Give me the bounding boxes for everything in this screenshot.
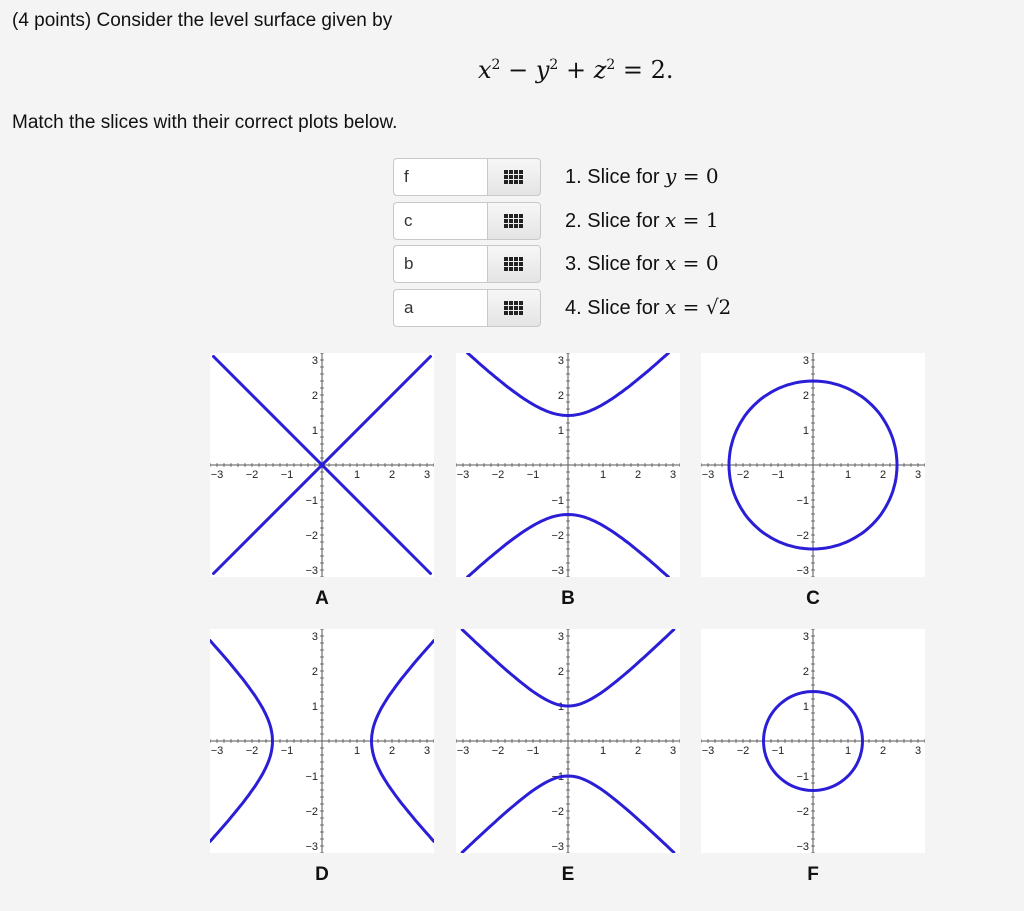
x-tick-label: −3 xyxy=(456,469,470,481)
x-tick-label: 3 xyxy=(423,745,431,757)
x-tick-label: −1 xyxy=(526,469,540,481)
plot-b xyxy=(456,353,680,577)
slice-label-2 xyxy=(565,208,719,233)
x-tick-label: −3 xyxy=(210,469,224,481)
plot-svg xyxy=(456,629,680,853)
plot-svg xyxy=(210,629,434,853)
answer-input-3[interactable] xyxy=(393,245,487,283)
plot-svg xyxy=(210,353,434,577)
x-tick-label: 2 xyxy=(388,745,396,757)
problem-intro: (4 points) Consider the level surface given by xyxy=(12,10,393,31)
x-tick-label: 1 xyxy=(844,745,852,757)
answer-grid-button-2[interactable] xyxy=(487,202,541,240)
x-tick-label: −2 xyxy=(736,745,750,757)
x-tick-label: 1 xyxy=(599,745,607,757)
answer-input-2[interactable] xyxy=(393,202,487,240)
x-tick-label: −1 xyxy=(771,469,785,481)
x-tick-label: 2 xyxy=(879,745,887,757)
plot-c xyxy=(701,353,925,577)
slice-equation: x = 1 xyxy=(665,208,719,232)
y-tick-label: −3 xyxy=(796,841,809,853)
slice-label-3 xyxy=(565,251,719,276)
x-tick-label: 2 xyxy=(634,745,642,757)
y-tick-label: −2 xyxy=(305,806,318,818)
slice-equation: x = 0 xyxy=(665,251,719,275)
x-tick-label: 1 xyxy=(844,469,852,481)
y-tick-label: −3 xyxy=(305,565,318,577)
y-tick-label: 2 xyxy=(557,390,564,402)
y-tick-label: −1 xyxy=(551,771,564,783)
slice-label-1 xyxy=(565,164,719,189)
x-tick-label: −2 xyxy=(736,469,750,481)
y-tick-label: −2 xyxy=(551,806,564,818)
x-tick-label: −1 xyxy=(526,745,540,757)
answer-row-2 xyxy=(393,202,553,242)
plot-f xyxy=(701,629,925,853)
answer-grid-button-1[interactable] xyxy=(487,158,541,196)
plot-label-f: F xyxy=(807,864,819,885)
x-tick-label: 3 xyxy=(669,469,677,481)
y-tick-label: 2 xyxy=(557,666,564,678)
plot-label-b: B xyxy=(561,588,575,609)
y-tick-label: 1 xyxy=(557,425,564,437)
x-tick-label: −2 xyxy=(491,469,505,481)
y-tick-label: 2 xyxy=(802,390,809,402)
y-tick-label: −1 xyxy=(796,495,809,507)
answer-row-1 xyxy=(393,158,553,198)
slice-equation: x = √2 xyxy=(665,295,732,319)
y-tick-label: 1 xyxy=(802,701,809,713)
x-tick-label: 3 xyxy=(914,745,922,757)
y-tick-label: −2 xyxy=(551,530,564,542)
answer-row-3 xyxy=(393,245,553,285)
x-tick-label: −2 xyxy=(491,745,505,757)
y-tick-label: 3 xyxy=(311,355,318,367)
y-tick-label: −1 xyxy=(305,495,318,507)
y-tick-label: 3 xyxy=(802,631,809,643)
x-tick-label: 1 xyxy=(353,745,361,757)
grid-icon xyxy=(504,257,524,271)
x-tick-label: −3 xyxy=(701,745,715,757)
x-tick-label: 1 xyxy=(599,469,607,481)
y-tick-label: −3 xyxy=(305,841,318,853)
plot-label-c: C xyxy=(806,588,820,609)
y-tick-label: −2 xyxy=(305,530,318,542)
y-tick-label: 1 xyxy=(311,425,318,437)
answer-grid-button-3[interactable] xyxy=(487,245,541,283)
equation: $x^2 - y^2 + z^2 = 2$. xyxy=(478,56,674,84)
y-tick-label: −1 xyxy=(305,771,318,783)
plot-e xyxy=(456,629,680,853)
y-tick-label: −3 xyxy=(551,841,564,853)
grid-icon xyxy=(504,170,524,184)
answer-input-4[interactable] xyxy=(393,289,487,327)
answer-grid-button-4[interactable] xyxy=(487,289,541,327)
slice-text: 2. Slice for xyxy=(565,210,666,232)
y-tick-label: 3 xyxy=(557,355,564,367)
x-tick-label: −1 xyxy=(280,745,294,757)
y-tick-label: −3 xyxy=(796,565,809,577)
y-tick-label: −2 xyxy=(796,806,809,818)
x-tick-label: −3 xyxy=(701,469,715,481)
x-tick-label: −1 xyxy=(280,469,294,481)
y-tick-label: −3 xyxy=(551,565,564,577)
x-tick-label: 3 xyxy=(669,745,677,757)
slice-label-4 xyxy=(565,295,731,320)
plot-label-e: E xyxy=(561,864,575,885)
x-tick-label: 2 xyxy=(634,469,642,481)
x-tick-label: −2 xyxy=(245,469,259,481)
x-tick-label: −3 xyxy=(456,745,470,757)
answer-row-4 xyxy=(393,289,553,329)
answer-input-1[interactable] xyxy=(393,158,487,196)
grid-icon xyxy=(504,214,524,228)
plot-svg xyxy=(701,353,925,577)
x-tick-label: −1 xyxy=(771,745,785,757)
plot-label-d: D xyxy=(315,864,329,885)
y-tick-label: −1 xyxy=(551,495,564,507)
y-tick-label: 1 xyxy=(557,701,564,713)
instruction: Match the slices with their correct plots below. xyxy=(12,112,398,133)
x-tick-label: 3 xyxy=(914,469,922,481)
plot-a xyxy=(210,353,434,577)
slice-text: 4. Slice for xyxy=(565,297,666,319)
y-tick-label: 2 xyxy=(311,390,318,402)
x-tick-label: 2 xyxy=(388,469,396,481)
y-tick-label: 2 xyxy=(802,666,809,678)
plot-svg xyxy=(456,353,680,577)
x-tick-label: 1 xyxy=(353,469,361,481)
y-tick-label: 1 xyxy=(311,701,318,713)
x-tick-label: 2 xyxy=(879,469,887,481)
plot-d xyxy=(210,629,434,853)
x-tick-label: −2 xyxy=(245,745,259,757)
y-tick-label: 3 xyxy=(311,631,318,643)
y-tick-label: 2 xyxy=(311,666,318,678)
y-tick-label: 1 xyxy=(802,425,809,437)
x-tick-label: −3 xyxy=(210,745,224,757)
y-tick-label: 3 xyxy=(802,355,809,367)
y-tick-label: −2 xyxy=(796,530,809,542)
x-tick-label: 3 xyxy=(423,469,431,481)
plot-svg xyxy=(701,629,925,853)
plot-label-a: A xyxy=(315,588,329,609)
y-tick-label: 3 xyxy=(557,631,564,643)
slice-text: 1. Slice for xyxy=(565,166,666,188)
grid-icon xyxy=(504,301,524,315)
y-tick-label: −1 xyxy=(796,771,809,783)
slice-equation: y = 0 xyxy=(665,164,719,188)
slice-text: 3. Slice for xyxy=(565,253,666,275)
